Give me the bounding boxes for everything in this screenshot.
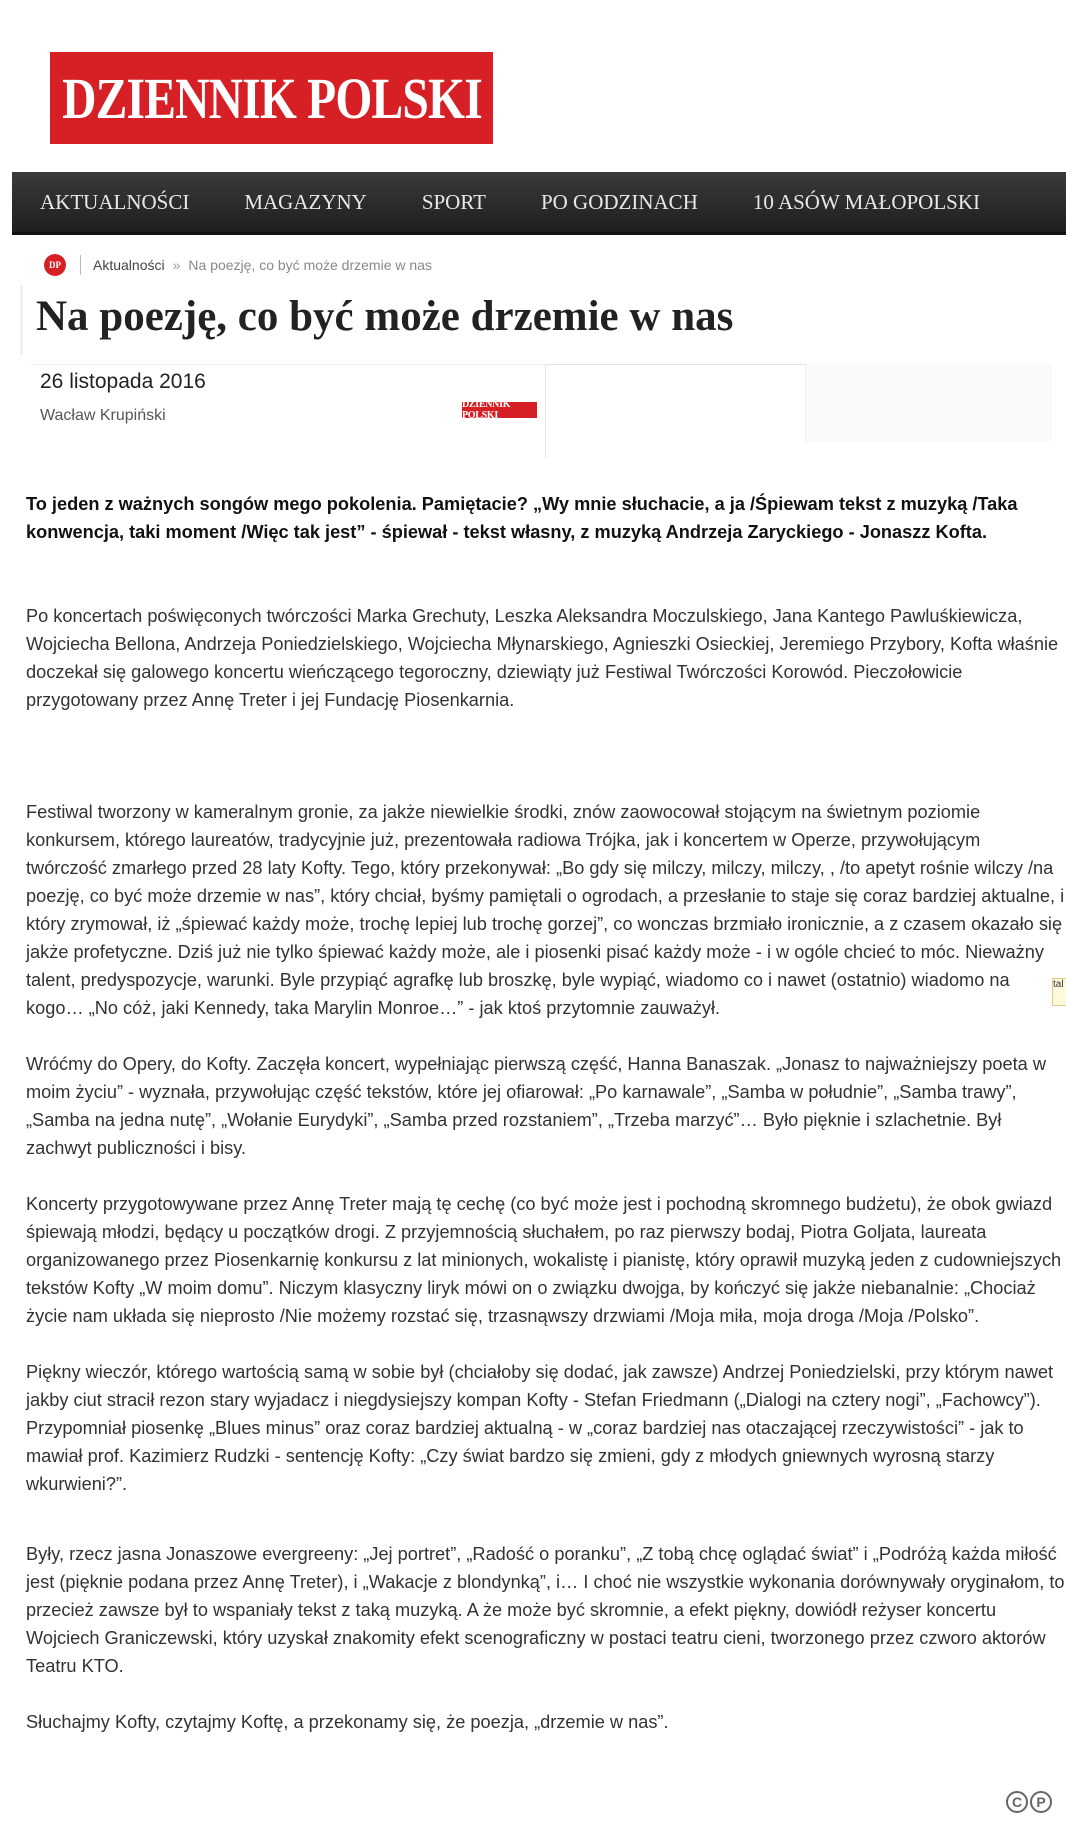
copyright-marks xyxy=(1006,1791,1052,1813)
article-author[interactable]: Wacław Krupiński xyxy=(40,407,166,424)
article-date: 26 listopada 2016 xyxy=(40,370,206,393)
article-paragraph: Piękny wieczór, którego wartością samą w sobie był (chciałoby się dodać, jak zawsze) Andrzej Poniedzielski, przy którym nawet jakby ciut stracił rezon stary wyjadacz i niegdysiejszy kompan Kofty - Stefan Friedmann („Dialogi na cztery nogi”, „Fachowcy”). Przypomniał piosenkę „Blues minus” oraz coraz bardziej aktualną - w „coraz bardziej nas otaczającej rzeczywistości” - jak to mawiał prof. Kazimierz Rudzki - sentencję Kofty: „Czy świat bardzo się zmieni, gdy z młodych gniewnych wyrosną starzy wkurwieni?”. xyxy=(26,1362,1054,1494)
article-paragraph: Po koncertach poświęconych twórczości Marka Grechuty, Leszka Aleksandra Moczulskiego, Jana Kantego Pawluśkiewicza, Wojciecha Bellona, Andrzeja Poniedzielskiego, Wojciecha Młynarskiego, Agnieszki Osieckiej, Jeremiego Przybory, Kofta właśnie doczekał się galowego koncertu wieńczącego tegoroczny, dziewiąty już Festiwal Twórczości Korowód. Pieczołowicie przygotowany przez Annę Treter i jej Fundację Piosenkarnia. xyxy=(26,606,1059,710)
nav-item-magazyny[interactable]: MAGAZYNY xyxy=(244,189,367,214)
article-lead: To jeden z ważnych songów mego pokolenia. Pamiętacie? „Wy mnie słuchacie, a ja /Śpiewam tekst z muzyką /Taka konwencja, taki moment /Więc tak jest” - śpiewał - tekst własny, z muzyką Andrzeja Zaryckiego - Jonaszz Kofta. xyxy=(26,494,1018,542)
breadcrumb-separator: » xyxy=(172,257,181,273)
title-accent xyxy=(20,285,23,355)
nav-item-sport[interactable]: SPORT xyxy=(421,189,486,214)
nav-item-10-asow[interactable]: 10 ASÓW MAŁOPOLSKI xyxy=(752,189,980,214)
breadcrumb-current: Na poezję, co być może drzemie w nas xyxy=(188,257,432,273)
site-logo[interactable] xyxy=(50,52,493,144)
breadcrumb-section-link[interactable]: Aktualności xyxy=(93,257,165,273)
article-paragraph: Słuchajmy Kofty, czytajmy Koftę, a przekonamy się, że poezja, „drzemie w nas”. xyxy=(26,1712,669,1732)
copyright-icon: C xyxy=(1006,1791,1028,1813)
meta-ad-placeholder xyxy=(805,364,1052,442)
site-logo-text: DZIENNIK POLSKI xyxy=(61,65,482,131)
nav-item-po-godzinach[interactable]: PO GODZINACH xyxy=(540,189,698,214)
article-paragraph: Festiwal tworzony w kameralnym gronie, za jakże niewielkie środki, znów zaowocował stojącym na świetnym poziomie konkursem, którego laureatów, tradycyjnie już, prezentowała radiowa Trójka, jak i koncertem w Operze, przywołującym twórczość zmarłego przed 28 laty Kofty. Tego, który przekonywał: „Bo gdy się milczy, milczy, milczy, , /to apetyt rośnie wilczy /na poezję, co być może drzemie w nas”, który chciał, byśmy pamiętali o ogrodach, a przesłanie to staje się coraz bardziej aktualne, i który zrymował, iż „śpiewać każdy może, trochę lepiej lub trochę gorzej”, co wonczas brzmiało ironicznie, a z czasem okazało się jakże profetyczne. Dziś już nie tylko śpiewać każdy może, ale i piosenki pisać każdy może - i w ogóle chcieć to móc. Nieważny talent, predyspozycje, warunki. Byle przypiąć agrafkę lub broszkę, byle wypiąć, wiadomo co i nawet (ostatnio) wiadomo na kogo… „No cóż, jaki Kennedy, taka Marylin Monroe…” - jak ktoś przytomnie zauważył. xyxy=(26,802,1065,1018)
article-body xyxy=(26,490,1066,1736)
home-dp-icon[interactable]: DP xyxy=(44,254,66,276)
source-logo: DZIENNIK POLSKI xyxy=(462,402,537,418)
breadcrumb-divider xyxy=(80,255,81,275)
article-paragraph: Koncerty przygotowywane przez Annę Treter mają tę cechę (co być może jest i pochodną skromnego budżetu), że obok gwiazd śpiewają młodzi, będący u początków drogi. Z przyjemnością słuchałem, po raz pierwszy bodaj, Piotra Goljata, laureata organizowanego przez Piosenkarnię konkursu z lat minionych, wokalistę i pianistę, który oprawił muzyką jeden z cudowniejszych tekstów Kofty „W moim domu”. Niczym klasyczny liryk mówi on o związku dwojga, by kończyć się jakże niebanalnie: „Chociaż życie nam układa się nieprosto /Nie możemy rozstać się, trzasnąwszy drzwiami /Moja miła, moja droga /Moja /Polsko”. xyxy=(26,1194,1062,1326)
article-paragraph: Były, rzecz jasna Jonaszowe evergreeny: „Jej portret”, „Radość o poranku”, „Z tobą chcę oglądać świat” i „Podróżą każda miłość jest (pięknie podana przez Annę Treter), i „Wakacje z blondynką”, i… I choć nie wszystkie wykonania dorównywały oryginałom, to przecież zawsze był to wspaniały tekst z taką muzyką. A że może być skromnie, a efekt piękny, dowiódł reżyser koncertu Wojciech Graniczewski, który uzyskał znakomity efekt scenograficzny w postaci teatru cieni, tworzonego przez czworo aktorów Teatru KTO. xyxy=(26,1544,1065,1676)
nav-item-aktualnosci[interactable]: AKTUALNOŚCI xyxy=(40,189,190,214)
side-feedback-tab[interactable]: tal xyxy=(1052,978,1066,1006)
breadcrumb xyxy=(44,254,432,276)
phonogram-icon: P xyxy=(1030,1791,1052,1813)
article-paragraph: Wróćmy do Opery, do Kofty. Zaczęła koncert, wypełniając pierwszą część, Hanna Banaszak. „Jonasz to najważniejszy poeta w moim życiu” - wyznała, przywołując część tekstów, które jej ofiarował: „Po karnawale”, „Samba w południe”, „Samba trawy”, „Samba na jedna nutę”, „Wołanie Eurydyki”, „Samba przed rozstaniem”, „Trzeba marzyć”… Było pięknie i szlachetnie. Był zachwyt publiczności i bisy. xyxy=(26,1054,1046,1158)
article-title: Na poezję, co być może drzemie w nas xyxy=(36,293,734,340)
main-navigation xyxy=(12,172,1066,235)
